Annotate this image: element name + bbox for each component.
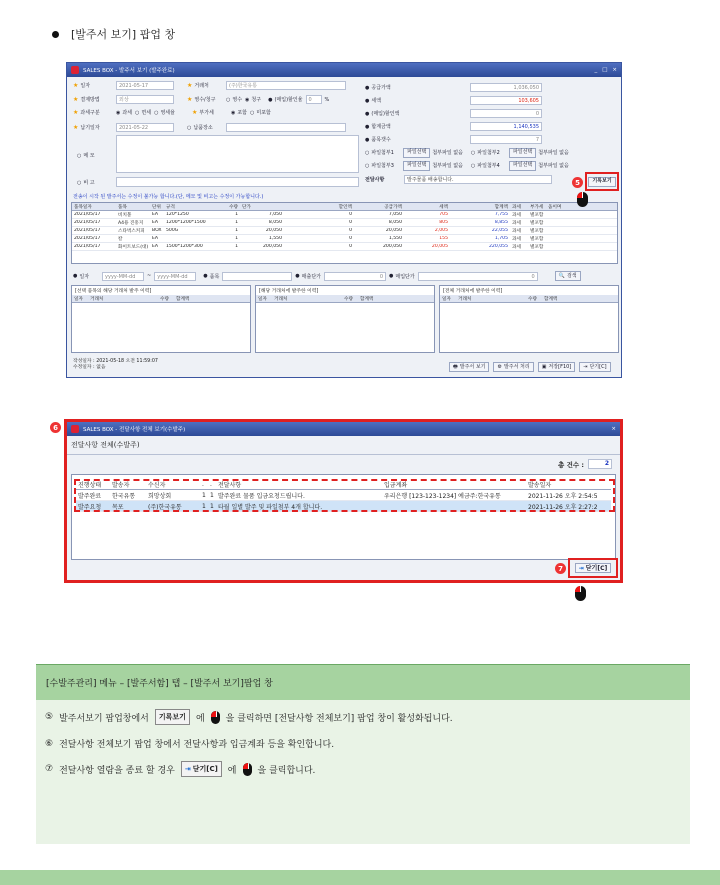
modified-date: 수정일자 : 없음: [73, 365, 106, 370]
discount-label: ● (매입)할인율: [268, 96, 303, 103]
history-panel-all-header: 일자 거래처 수량 합계액: [440, 295, 618, 303]
items-label: ● 품목갯수: [365, 136, 391, 143]
buydisc-field: 0: [470, 109, 542, 118]
table-row[interactable]: 2021/05/17 비치볼 EA 120*1250 1 7,050 0 7,050 705 7,755 과세 별포함: [72, 211, 617, 219]
record-view-button[interactable]: 기록보기: [588, 177, 615, 187]
table-row[interactable]: 2021/05/17 A4용 진흥지 EA 1200*1200*1500 1 8,050 0 8,050 805 8,855 과세 별포함: [72, 219, 617, 227]
tax-opt3[interactable]: ○ 영세율: [154, 109, 175, 116]
step-7-marker: 7: [555, 563, 566, 574]
search-icon: 🔍: [558, 272, 565, 279]
history-panel-item-header: 일자 거래처 수량 합계액: [72, 295, 250, 303]
tax-opt1[interactable]: ◉ 과세: [116, 109, 133, 116]
instruction-line-6: [45, 737, 334, 750]
process-icon: ⚙: [497, 363, 502, 370]
table-row[interactable]: 2021/05/17 화이트보드(대) EA 1500*1200*300 1 200,050 0 200,050 20,005 220,055 과세 별포함: [72, 243, 617, 251]
msg-label: 전달사항: [365, 176, 385, 183]
note-field[interactable]: [116, 177, 359, 187]
file3-status: 첨부파일 없음: [432, 163, 463, 169]
close-icon[interactable]: ×: [611, 426, 616, 432]
save-icon: ▣: [541, 363, 547, 370]
tax-opt2[interactable]: ○ 면세: [135, 109, 152, 116]
instruction-line-7: [45, 761, 315, 777]
close-button-ref: ⇥ 닫기[C]: [181, 761, 222, 777]
close-button[interactable]: ⇥ 닫기[C]: [579, 362, 610, 372]
total-count-field: 2: [588, 459, 612, 469]
date-separator: ~: [147, 273, 152, 279]
supply-field: 1,036,050: [470, 83, 542, 92]
file4-label: ○ 파일첨부4: [470, 162, 500, 169]
date-field[interactable]: 2021-05-17: [116, 81, 174, 90]
supply-label: ● 공급가액: [365, 84, 391, 91]
table-row[interactable]: 발주요청 목포 (주)한국유통 1 1 타월 일별 발주 및 파일첨부 4개 합니다. 2021-11-26 오후 2:27:2: [76, 501, 611, 512]
items-field: 7: [470, 135, 542, 144]
bullet-icon: [52, 31, 59, 38]
history-panel-account-title: [해당 거래처에 발주한 이력]: [259, 289, 319, 294]
line-7-text-a: 전달사항 열람을 종료 할 경우: [59, 765, 175, 776]
instruction-box: [36, 664, 690, 844]
vat-label: ★ 부가세: [191, 109, 214, 116]
file4-status: 첨부파일 없음: [538, 163, 569, 169]
file3-label: ○ 파일첨부3: [365, 162, 394, 169]
close-icon[interactable]: ×: [612, 67, 617, 73]
line-6-text: 전달사항 전체보기 팝업 창에서 전달사항과 입금계좌 등을 확인합니다.: [59, 740, 335, 750]
line-5-text-a: 발주서보기 팝업창에서: [59, 713, 149, 724]
process-order-button[interactable]: ⚙ 발주서 처리: [493, 362, 533, 372]
file3-select-button[interactable]: 파일선택: [403, 161, 430, 171]
search-item-label: ● 품목: [203, 273, 220, 280]
line-6-number: ⑥: [45, 738, 54, 749]
line-7-text-b: 에: [227, 765, 237, 776]
file1-label: ○ 파일첨부1: [365, 149, 394, 156]
payment-select[interactable]: 외상: [116, 95, 174, 104]
total-field: 1,140,535: [470, 122, 542, 131]
window2-titlebar: [67, 422, 620, 436]
account-label: ★ 거래처: [187, 82, 209, 89]
taxamt-field: 103,605: [470, 96, 542, 105]
close-button-highlight: [568, 558, 618, 578]
receipt-opt2[interactable]: ◉ 청구: [245, 96, 262, 103]
message-table-header: 진행상태 발송자 수신자 . . 전달사항 입금계좌 발송일자: [76, 480, 611, 490]
item-table: [71, 202, 618, 264]
mouse-click-icon: [243, 763, 252, 776]
search-button[interactable]: 🔍 검색: [555, 271, 581, 281]
close-door-icon: ⇥: [583, 363, 588, 370]
history-panel-all-title: [전체 거래처에 발주한 이력]: [443, 289, 503, 294]
window2-title: SALES BOX - 전달사항 전체 보기(수발주): [83, 427, 186, 433]
discount-field[interactable]: 0: [306, 95, 322, 104]
app-logo-icon: [71, 425, 79, 433]
app-logo-icon: [71, 66, 79, 74]
place-label: ○ 납품장소: [187, 124, 213, 131]
vat-opt2[interactable]: ○ 미포함: [250, 109, 271, 116]
record-view-button-ref: 기록보기: [155, 709, 190, 725]
printer-icon: 🖶: [453, 363, 458, 370]
mouse-click-icon: [211, 711, 220, 724]
line-7-text-c: 을 클릭합니다.: [257, 765, 316, 776]
table-row[interactable]: 발주완료 한국유통 희망상회 1 1 발주완료 물품 입금요청드립니다. 우리은행 [123-123-1234] 예금주:한국유통 2021-11-26 오후 2:54:5: [76, 490, 611, 501]
summary-panel: [365, 81, 618, 186]
buy-price-label: ● 매입단가: [389, 273, 415, 280]
search-from-date[interactable]: yyyy-MM-dd: [102, 272, 144, 281]
file4-select-button[interactable]: 파일선택: [509, 161, 536, 171]
section-heading: [52, 26, 175, 42]
discount-unit: %: [324, 96, 330, 103]
buy-price-field[interactable]: 0: [418, 272, 538, 281]
window-title: SALES BOX - 발주서 보기 (발주완료): [83, 68, 175, 74]
required-star-icon: ★: [73, 82, 79, 89]
file2-label: ○ 파일첨부2: [470, 149, 500, 156]
message-section-title: 전달사항 전체(수발주): [67, 436, 620, 455]
payment-label: ★ 결제방법: [73, 96, 100, 103]
history-panel-item-title: [선택 품목의 해당 거래처 발주 이력]: [75, 289, 152, 294]
close-door-icon: ⇥: [184, 765, 191, 773]
message-list-window: [64, 419, 623, 583]
created-info: [73, 359, 158, 371]
table-row[interactable]: 2021/05/17 스타벅스커피 BOX 500G 1 20,050 0 20,050 2,005 22,055 과세 별포함: [72, 227, 617, 235]
delivery-label: ★ 납기일자: [73, 124, 100, 131]
mouse-click-icon: [575, 586, 586, 601]
minimize-icon[interactable]: _: [594, 67, 598, 73]
mouse-click-icon: [577, 192, 588, 207]
history-panel-account-header: 일자 거래처 수량 합계액: [256, 295, 434, 303]
warning-text: 전송이 시작 된 발주서는 수정이 불가능 합니다.(단, 메모 및 비고는 수정이 가능합니다.): [73, 194, 264, 200]
history-panel-all: [439, 285, 619, 353]
step-6-marker: 6: [50, 422, 61, 433]
created-date: 작성일자 : 2021-05-18 오전 11:59:07: [73, 359, 158, 364]
delivery-date-field[interactable]: 2021-05-22: [116, 123, 174, 132]
message-table: [71, 474, 616, 560]
vat-opt1[interactable]: ◉ 포함: [230, 109, 248, 116]
table-row[interactable]: 2021/05/17 칼 EA 1 1,550 0 1,550 155 1,705 과세 별포함: [72, 235, 617, 243]
save-button[interactable]: ▣ 저장[F10]: [538, 362, 576, 372]
footer-bar: [0, 870, 720, 885]
memo-textarea[interactable]: [116, 135, 359, 173]
line-5-text-b: 에: [195, 713, 205, 724]
memo-label: ○ 메 모: [77, 152, 95, 159]
search-item-field[interactable]: [222, 272, 292, 281]
file2-status: 첨부파일 없음: [538, 150, 569, 156]
place-field[interactable]: [226, 123, 346, 132]
instruction-header: [수발주관리] 메뉴 – [발주서함] 탭 – [발주서 보기]팝업 창: [36, 665, 690, 700]
total-label: ● 합계금액: [365, 123, 391, 130]
window-titlebar: [67, 63, 621, 77]
search-to-date[interactable]: yyyy-MM-dd: [154, 272, 196, 281]
date-label: ★ 일자: [73, 82, 91, 89]
taxamt-label: ● 세액: [365, 97, 382, 104]
maximize-icon[interactable]: □: [602, 67, 608, 73]
message-close-button[interactable]: ⇥ 닫기[C]: [575, 563, 612, 573]
order-view-window: [66, 62, 622, 378]
sale-price-label: ● 매출단가: [295, 273, 321, 280]
history-panel-item: [71, 285, 251, 353]
item-table-header: 품목일자 품목 단위 규격 수량 단가 할인액 공급가액 세액 합계액 과세 부가세 옵이며: [72, 203, 617, 211]
sale-price-field[interactable]: 0: [324, 272, 386, 281]
line-5-text-c: 을 클릭하면 [전달사항 전체보기] 팝업 창이 활성화됩니다.: [225, 713, 453, 724]
line-7-number: ⑦: [45, 764, 54, 774]
total-count-label: 총 건수 :: [558, 460, 584, 469]
view-order-button[interactable]: 🖶 발주서 보기: [449, 362, 489, 372]
buydisc-label: ● (매입)할인액: [365, 110, 400, 117]
note-label: ○ 비 고: [77, 179, 95, 186]
tax-label: ★ 과세구분: [73, 109, 100, 116]
step-5-marker: 5: [572, 177, 583, 188]
receipt-label: ★ 영수/청구: [187, 96, 216, 103]
line-5-number: ⑤: [45, 712, 54, 722]
bottom-toolbar: [449, 362, 611, 372]
receipt-opt1[interactable]: ○ 영수: [226, 96, 243, 103]
close-door-icon: ⇥: [578, 564, 584, 572]
file1-select-button[interactable]: 파일선택: [403, 148, 430, 158]
message-table-highlight: [74, 479, 615, 512]
heading-text: [발주서 보기] 팝업 창: [71, 28, 176, 41]
file2-select-button[interactable]: 파일선택: [509, 148, 536, 158]
file1-status: 첨부파일 없음: [432, 150, 463, 156]
msg-field: 발주물품 배송합니다.: [404, 175, 552, 184]
record-button-highlight: [585, 172, 619, 191]
account-field[interactable]: (주)한국유통: [226, 81, 346, 90]
history-panel-account: [255, 285, 435, 353]
search-date-label: ● 일자: [73, 273, 90, 280]
total-count: [558, 459, 612, 469]
instruction-line-5: [45, 709, 453, 725]
